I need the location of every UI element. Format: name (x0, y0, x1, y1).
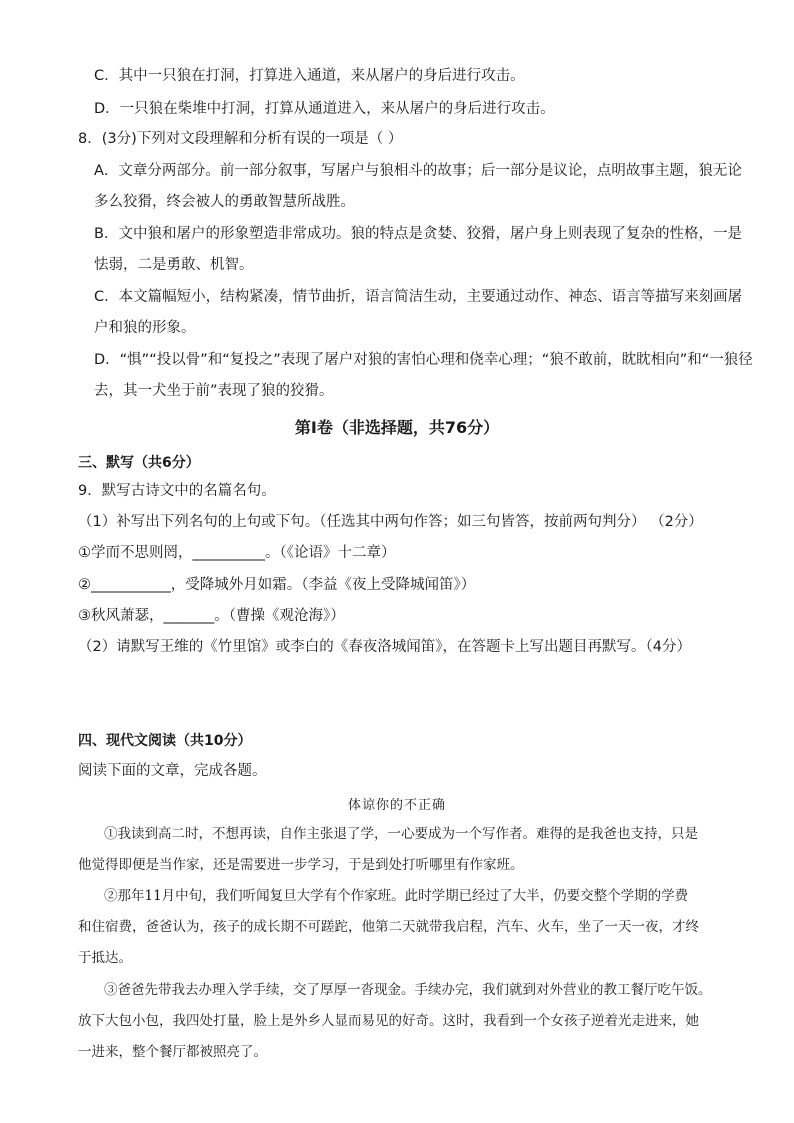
q9-part2: （2）请默写王维的《竹里馆》或李白的《春夜洛城闻笛》，在答题卡上写出题目再默写。（4分） (78, 639, 691, 655)
q9-stem: 9．默写古诗文中的名篇名句。 (78, 483, 276, 499)
article-para2-line2: 和住宿费，爸爸认为，孩子的成长期不可蹉跎，他第二天就带我启程，汽车、火车，坐了一天一夜，才终 (78, 919, 699, 935)
article-para3-line3: 一进来，整个餐厅都被照亮了。 (78, 1044, 267, 1060)
article-para2-line3: 于抵达。 (78, 950, 132, 966)
section4-heading: 四、现代文阅读（共10分） (78, 733, 252, 749)
q8-option-a-line1: A．文章分两部分。前一部分叙事，写屠户与狼相斗的故事；后一部分是议论，点明故事主题，狼无论 (94, 163, 742, 179)
q8-option-c-line1: C．本文篇幅短小，结构紧凑，情节曲折，语言简洁生动，主要通过动作、神态、语言等描写来刻画屠 (94, 289, 743, 305)
q9-item2: ②___________，受降城外月如霜。（李益《夜上受降城闻笛》） (78, 577, 476, 593)
article-para2-line1: ②那年11月中旬，我们听闻复旦大学有个作家班。此时学期已经过了大半，仍要交整个学期的学费 (104, 888, 689, 904)
q8-option-c-line2: 户和狼的形象。 (94, 320, 196, 336)
q9-part1: （1）补写出下列名句的上句或下句。（任选其中两句作答；如三句皆答，按前两句判分） （2分） (78, 514, 703, 530)
article-title: 体谅你的不正确 (347, 798, 446, 813)
q8-option-d-line2: 去，其一犬坐于前”表现了狼的狡猾。 (94, 383, 334, 399)
section3-heading: 三、默写（共6分） (78, 455, 200, 471)
reading-intro: 阅读下面的文章，完成各题。 (78, 763, 267, 779)
q8-option-b-line2: 怯弱，二是勇敢、机智。 (94, 257, 254, 273)
q8-option-b-line1: B．文中狼和屠户的形象塑造非常成功。狼的特点是贪婪、狡猾，屠户身上则表现了复杂的性格，一是 (94, 226, 742, 242)
article-para1-line1: ①我读到高二时，不想再读，自作主张退了学，一心要成为一个写作者。难得的是我爸也支持，只是 (104, 826, 698, 842)
q8-option-a-line2: 多么狡猾，终会被人的勇敢智慧所战胜。 (94, 194, 355, 210)
q7-option-d: D．一只狼在柴堆中打洞，打算从通道进入，来从屠户的身后进行攻击。 (94, 101, 555, 117)
article-para3-line2: 放下大包小包，我四处打量，脸上是外乡人显而易见的好奇。这时，我看到一个女孩子逆着光走进来，她 (78, 1013, 699, 1029)
article-para3-line1: ③爸爸先带我去办理入学手续，交了厚厚一沓现金。手续办完，我们就到对外营业的教工餐厅吃午饭。 (104, 982, 712, 998)
volume-title: 第Ⅰ卷（非选择题，共76分） (294, 418, 500, 437)
q7-option-c: C．其中一只狼在打洞，打算进入通道，来从屠户的身后进行攻击。 (94, 68, 525, 84)
q8-option-d-line1: D．“惧”“投以骨”和“复投之”表现了屠户对狼的害怕心理和侥幸心理；“狼不敢前，眈眈相向”和“一狼径 (94, 352, 753, 368)
q9-item1: ①学而不思则罔，__________。（《论语》十二章） (78, 545, 396, 561)
q8-stem: 8．(3分)下列对文段理解和分析有误的一项是（ ） (78, 131, 403, 147)
article-para1-line2: 他觉得即便是当作家，还是需要进一步学习，于是到处打听哪里有作家班。 (78, 857, 524, 873)
q9-item3: ③秋风萧瑟，_______。（曹操《观沧海》） (78, 608, 345, 624)
